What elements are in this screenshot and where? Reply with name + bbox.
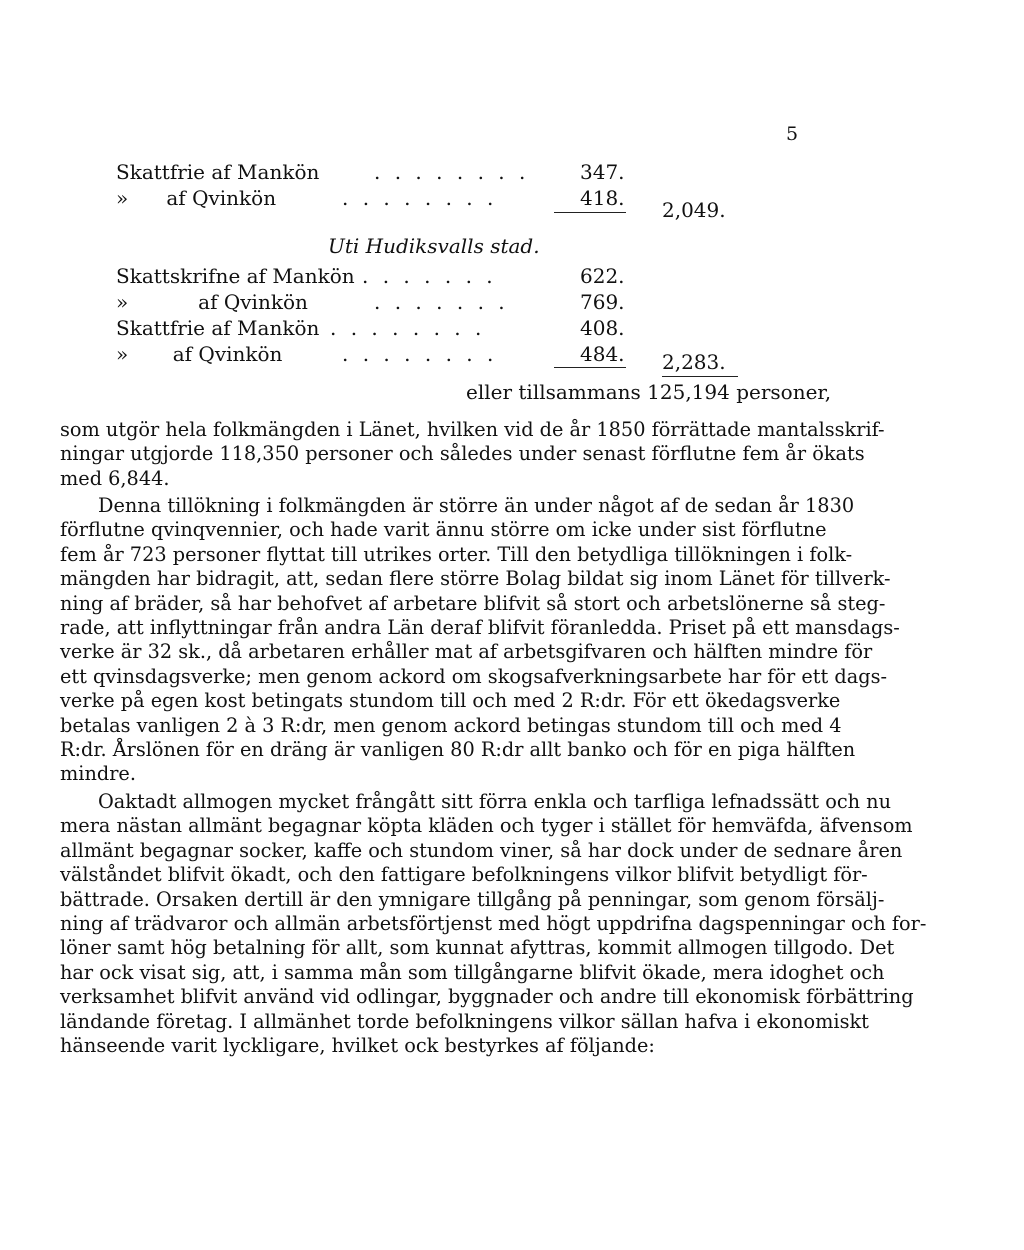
- table2-row-dots: . . . . . . .: [362, 264, 497, 288]
- table1-row-label: Skattfrie af Mankön: [116, 160, 320, 184]
- table2-row-value: 622.: [580, 264, 625, 288]
- text-line: Oaktadt allmogen mycket frångått sitt förra enkla och tarfliga lefnadssätt och nu: [98, 790, 892, 813]
- table2-total-rule: [662, 376, 738, 377]
- text-line: mängden har bidragit, att, sedan flere större Bolag bildat sig inom Länet för tillverk-: [60, 567, 891, 591]
- paragraph-3: [60, 790, 927, 1058]
- text-line: R:dr. Årslönen för en dräng är vanligen 80 R:dr allt banko och för en piga hälften: [60, 737, 856, 761]
- text-line: förflutne qvinqvennier, och hade varit ännu större om icke under sist förflutne: [60, 518, 827, 542]
- text-line: verke är 32 sk., då arbetaren erhåller mat af arbetsgifvaren och hälften mindre för: [60, 640, 873, 664]
- table1-row-value: 347.: [580, 160, 625, 184]
- table2-row-value: 769.: [580, 290, 625, 314]
- table2-row-label: » af Qvinkön: [116, 342, 283, 366]
- text-line: ning af trädvaror och allmän arbetsförtjenst med högt uppdrifna dagspenningar och for-: [60, 911, 927, 935]
- text-line: ningar utgjorde 118,350 personer och således under senast förflutne fem år ökats: [60, 442, 865, 466]
- text-line: betalas vanligen 2 à 3 R:dr, men genom ackord betingas stundom till och med 4: [60, 713, 842, 737]
- table2-row-dots: . . . . . . . .: [330, 316, 486, 340]
- text-line: verke på egen kost betingats stundom till och med 2 R:dr. För ett ökedagsverke: [60, 689, 841, 713]
- text-line: välståndet blifvit ökadt, och den fattigare befolkningens vilkor blifvit betydligt för-: [60, 863, 868, 887]
- text-line: mindre.: [60, 762, 136, 786]
- text-line: allmänt begagnar socker, kaffe och stundom viner, så har dock under de sednare åren: [60, 838, 903, 862]
- table2-row-label: » af Qvinkön: [116, 290, 308, 314]
- text-line: ett qvinsdagsverke; men genom ackord om skogsafverkningsarbete har för ett dags-: [60, 664, 888, 688]
- text-line: har ock visat sig, att, i samma mån som tillgångarne blifvit ökade, mera idoghet och: [60, 960, 885, 984]
- text-line: bättrade. Orsaken dertill är den ymnigare tillgång på penningar, som genom försälj-: [60, 887, 885, 911]
- text-line: fem år 723 personer flyttat till utrikes orter. Till den betydliga tillökningen i folk-: [60, 542, 853, 566]
- page-number: 5: [786, 123, 799, 145]
- text-line: Denna tillökning i folkmängden är större än under något af de sedan år 1830: [98, 494, 855, 517]
- summary-line: eller tillsammans 125,194 personer,: [466, 380, 832, 404]
- table1-row-dots: . . . . . . . .: [342, 186, 498, 210]
- text-line: med 6,844.: [60, 466, 170, 490]
- paragraph-1: [60, 418, 885, 491]
- text-line: löner samt hög betalning för allt, som kunnat afyttras, kommit allmogen tillgodo. Det: [60, 936, 895, 960]
- text-line: mera nästan allmänt begagnar köpta kläden och tyger i stället för hemväfda, äfvensom: [60, 814, 913, 838]
- table2-row-value: 484.: [580, 342, 625, 366]
- table2-row-value: 408.: [580, 316, 625, 340]
- text-line: ning af bräder, så har behofvet af arbetare blifvit så stort och arbetslönerne så steg-: [60, 591, 886, 615]
- table2-total: 2,283.: [662, 350, 726, 374]
- table1-row-dots: . . . . . . . .: [374, 160, 530, 184]
- table2-row-dots: . . . . . . .: [374, 290, 509, 314]
- table2-row-label: Skattfrie af Mankön: [116, 316, 320, 340]
- table2-row-label: Skattskrifne af Mankön: [116, 264, 355, 288]
- table1-row-label: » af Qvinkön: [116, 186, 277, 210]
- text-line: rade, att inflyttningar från andra Län deraf blifvit föranledda. Priset på ett mansdags-: [60, 615, 900, 639]
- table1-sum-rule: [554, 212, 626, 213]
- section-heading: Uti Hudiksvalls stad.: [328, 234, 540, 258]
- text-line: som utgör hela folkmängden i Länet, hvilken vid de år 1850 förrättade mantalsskrif-: [60, 418, 885, 441]
- text-line: verksamhet blifvit använd vid odlingar, byggnader och andre till ekonomisk förbättring: [60, 985, 914, 1009]
- table1-row-value: 418.: [580, 186, 625, 210]
- table2-row-dots: . . . . . . . .: [342, 342, 498, 366]
- table1-total: 2,049.: [662, 198, 726, 222]
- table2-sum-rule: [554, 367, 626, 368]
- text-line: hänseende varit lyckligare, hvilket ock bestyrkes af följande:: [60, 1033, 655, 1057]
- paragraph-2: [60, 494, 900, 787]
- text-line: ländande företag. I allmänhet torde befolkningens vilkor sällan hafva i ekonomiskt: [60, 1009, 869, 1033]
